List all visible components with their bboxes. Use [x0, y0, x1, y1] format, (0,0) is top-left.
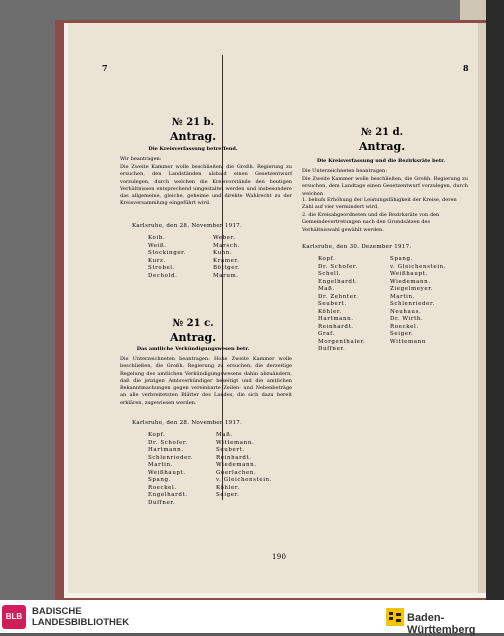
signature-name: Stockinger. — [148, 250, 187, 256]
signature-row — [148, 243, 278, 251]
signature-row — [318, 331, 468, 339]
signature-name: Weiß. — [148, 242, 167, 249]
signature-name: Hartmann. — [148, 447, 184, 453]
signature-name: Hartmann. — [318, 316, 354, 322]
signature-name: Seubert. — [216, 447, 245, 453]
signature-name: Weißhaupt. — [390, 271, 428, 277]
right-top-item-2: 2. die Kreisabgeordneten und die Bezirksräte von den Gemeindevertretungen nach den Grundsätzen des Verhältniswahl gewählt werden. — [302, 212, 440, 233]
signature-name: Graf. — [318, 331, 335, 337]
signature-name: Duffner. — [318, 346, 346, 352]
right-top-body: Die Zweite Kammer wolle beschließen, die Großh. Regierung zu ersuchen, dem Landtage einen Gesetzentwurf vorzulegen, durch welchen — [302, 176, 468, 197]
left-top-symbol: № 21 b. — [171, 117, 215, 128]
signature-row — [148, 500, 288, 508]
right-top-title: Antrag. — [358, 140, 406, 153]
signature-row — [148, 455, 288, 463]
signature-name: Dr. Wirth. — [390, 316, 424, 322]
signature-name: Böttger. — [213, 265, 241, 271]
right-top-item-1: 1. behufs Erhöhung der Leistungsfähigkeit der Kreise, deren Zahl auf vier vermindert wird, — [302, 197, 457, 211]
signature-row — [148, 470, 288, 478]
signature-name: Kurz. — [148, 257, 166, 264]
signature-name: Kramer. — [213, 257, 240, 264]
folio-number: 190 — [272, 553, 287, 561]
blb-line-2: LANDESBIBLIOTHEK — [32, 617, 130, 628]
left-top-body: Die Zweite Kammer wolle beschließen, die Großh. Regierung zu ersuchen, den Landständen alsbald einen Gesetzentwurf vorzulegen, durch welchen die Kreisvorstände den heutigen Verhältnissen entsprechend umgestaltet werden und insbesondere das allgemeine, gleiche, geheime und direkte Wahlrecht zu der Kreisversammlung eingeführt wird. — [120, 164, 292, 207]
left-bottom-subtitle: Das amtliche Verkündigungswesen betr. — [136, 346, 250, 352]
signature-name: Wittemann. — [216, 439, 255, 446]
left-top-intro: Wir beantragen: — [120, 156, 162, 162]
signature-name: Weber. — [213, 235, 236, 241]
signature-name: v. Gleichenstein. — [216, 477, 273, 483]
signature-name: Duffner. — [148, 499, 176, 506]
signature-row — [318, 271, 468, 279]
signature-row — [148, 492, 288, 500]
signature-name: Morgenthaler. — [318, 338, 366, 345]
signature-row — [318, 316, 468, 324]
left-top-title: Antrag. — [169, 130, 217, 143]
signature-row — [148, 250, 278, 258]
signature-name: Wittemann — [390, 338, 426, 345]
signature-name: Wiedemann. — [216, 462, 257, 468]
signature-name: v. Gleichenstein. — [390, 263, 447, 270]
signature-name: Ziegelmeyer. — [390, 286, 434, 292]
signature-name: Schlenrieder. — [390, 301, 435, 307]
left-bottom-signatures — [148, 432, 288, 507]
right-top-symbol: № 21 d. — [360, 127, 404, 138]
signature-name: Dr. Schofer. — [148, 439, 188, 446]
right-top-subtitle: Die Kreisverfassung und die Bezirksräte betr. — [316, 158, 446, 164]
signature-row — [318, 301, 468, 309]
signature-row — [148, 462, 288, 470]
left-page-number: 7 — [102, 63, 108, 73]
left-top-date: Karlsruhe, den 28. November 1917. — [132, 223, 243, 229]
right-top-signatures — [318, 256, 468, 354]
left-bottom-date: Karlsruhe, den 28. November 1917. — [132, 420, 243, 426]
blb-name — [32, 606, 129, 628]
left-bottom-symbol: № 21 c. — [172, 318, 214, 329]
signature-name: Wiedemann. — [390, 278, 431, 285]
signature-name: Spang. — [148, 477, 171, 483]
signature-row — [148, 440, 288, 448]
signature-name: Martin. — [390, 293, 415, 300]
signature-name: Neuhaus. — [390, 308, 422, 315]
signature-name: Strobel. — [148, 265, 176, 271]
left-top-signatures — [148, 235, 278, 280]
page-edge — [478, 23, 486, 593]
signature-row — [318, 294, 468, 302]
signature-row — [318, 309, 468, 317]
signature-name: Kopf. — [148, 432, 166, 438]
signature-name: Dechold. — [148, 272, 178, 279]
signature-row — [318, 286, 468, 294]
signature-name: Roeckel. — [390, 323, 419, 330]
bw-lions-icon — [386, 608, 404, 626]
signature-name: Engelhardt. — [148, 492, 188, 498]
signature-name: Reinhardt. — [216, 454, 252, 461]
signature-row — [148, 485, 288, 493]
signature-row — [318, 279, 468, 287]
signature-row — [318, 256, 468, 264]
book-spine — [486, 0, 504, 600]
signature-row — [148, 477, 288, 485]
signature-name: Schell. — [318, 271, 342, 277]
signature-name: Koib. — [148, 235, 166, 241]
signature-name: Seubert. — [318, 301, 347, 307]
signature-name: Maß. — [216, 432, 233, 438]
signature-row — [318, 346, 468, 354]
left-bottom-intro: Die Unterzeichneten beantragen: Hohe Zweite Kammer wolle beschließen, die Großh. Regierung zu ersuchen, die derzeitige Regelung des amtlichen Verkündigungswesens dahin abzuändern, daß die jetzigen Amtsverkündiger beseitigt und die amtlichen Bekanntmachungen gegen vereinbarte Zeilen- und Nebenbeträge an alle verbreitetsten Blätter des Landes, die sich dazu bereit erklären, zugewiesen werden. — [120, 356, 292, 406]
signature-name: Seiger. — [216, 492, 240, 498]
blb-line-1: BADISCHE — [32, 606, 82, 617]
signature-name: Maß. — [318, 286, 335, 292]
bw-name: Baden-Württemberg — [407, 612, 476, 636]
right-top-intro: Die Unterzeichneten beantragen: — [302, 168, 387, 174]
signature-row — [318, 324, 468, 332]
signature-row — [148, 447, 288, 455]
signature-name: Dr. Schofer. — [318, 263, 358, 270]
signature-name: Schlenrieder. — [148, 454, 193, 461]
signature-name: Spang. — [390, 256, 413, 262]
signature-name: Roeckel. — [148, 484, 177, 491]
signature-name: Marsch. — [213, 242, 240, 249]
signature-row — [318, 264, 468, 272]
signature-name: Goerlachen. — [216, 469, 257, 476]
signature-name: Kopf. — [318, 256, 336, 262]
signature-row — [148, 258, 278, 266]
signature-name: Weißhaupt. — [148, 469, 186, 476]
signature-name: Köhler. — [216, 484, 240, 491]
right-top-date: Karlsruhe, den 30. Dezember 1917. — [302, 244, 412, 250]
signature-name: Martin. — [148, 462, 173, 468]
left-bottom-title: Antrag. — [169, 331, 217, 344]
signature-name: Reinhardt. — [318, 323, 354, 330]
signature-row — [148, 432, 288, 440]
signature-row — [148, 235, 278, 243]
signature-name: Dr. Zehnter. — [318, 293, 359, 300]
signature-name: Kuhn. — [213, 250, 233, 256]
signature-name: Seiger. — [390, 331, 414, 337]
left-top-subtitle: Die Kreisverfassung betreffend. — [148, 146, 238, 152]
signature-name: Marum. — [213, 272, 239, 279]
right-page-number: 8 — [463, 63, 469, 73]
signature-name: Köhler. — [318, 308, 342, 315]
signature-row — [318, 339, 468, 347]
signature-row — [148, 273, 278, 281]
signature-name: Engelhardt. — [318, 278, 358, 285]
page-stack-edge — [460, 0, 486, 20]
blb-logo: BLB — [2, 605, 26, 629]
signature-row — [148, 265, 278, 273]
